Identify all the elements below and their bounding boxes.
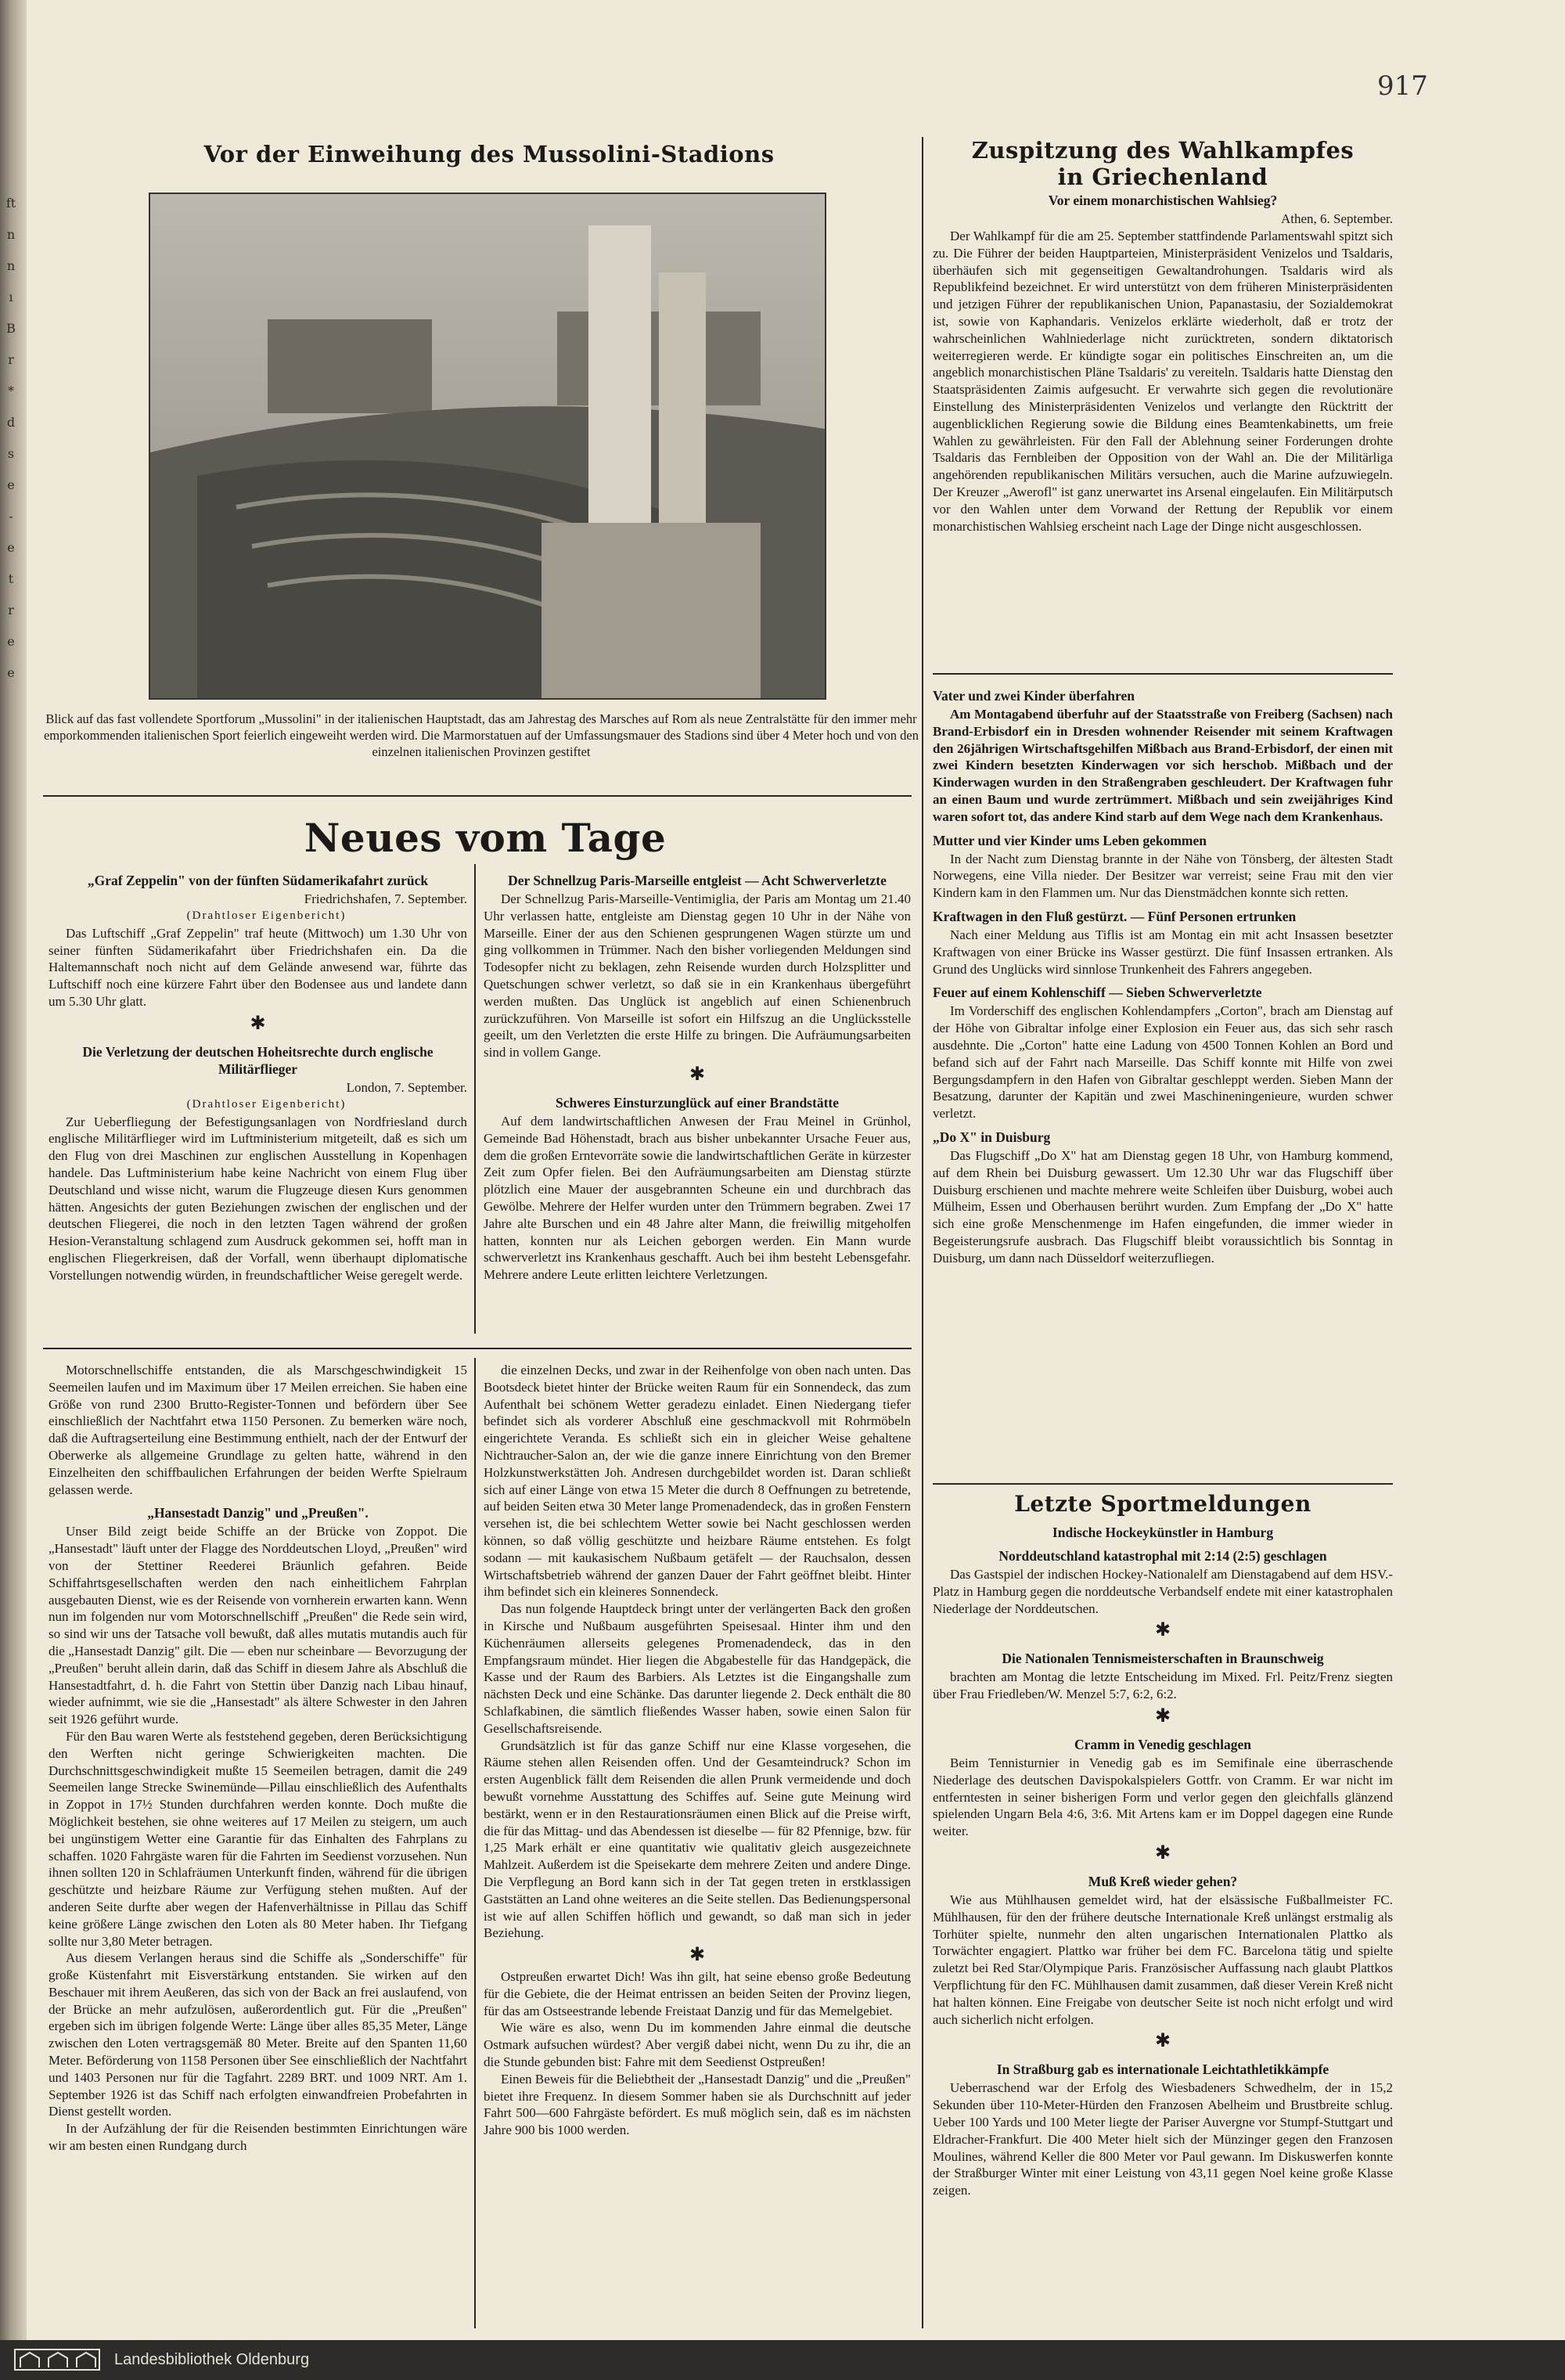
separator-star: ✱: [689, 1064, 706, 1085]
sport-item-body: Wie aus Mühlhausen gemeldet wird, hat der elsässische Fußballmeister FC. Mühlhausen, für den der frühere deutsche Internationale Kreß unlängst erstmalig als Torhüter spielte, nunmehr den alten ungarischen Internationalen Plattko als Torwächter engagiert. Plattko war früher bei dem FC. Barcelona tätig und spielte zuletzt bei Red Star/Olympique Paris. Französischer Auffassung nach glaubt Plattkos Verpflichtung für den FC. Mühlhausen damit zusammen, daß dieser Verein Kreß nicht hat halten können. Eine Freigabe von deutscher Seite ist noch nicht erfolgt und wird auch sicherlich nicht erfolgen.: [933, 1892, 1393, 2027]
stadium-photo: [149, 193, 826, 700]
divider: [922, 137, 923, 2328]
sport-item-title: Muß Kreß wieder gehen?: [1088, 1873, 1238, 1889]
sport-item-body: Beim Tennisturnier in Venedig gab es im Semifinale eine überraschende Niederlage des deutschen Davispokalspielers Gottfr. von Cramm. Er war nicht im entferntesten in seiner bisherigen Form und verlor gegen den gleichfalls glänzend spielenden Ungarn Bela 4:6, 3:6. Mit Artens kam er im Doppel dagegen eine Runde weiter.: [933, 1755, 1393, 1839]
brandstaette-body: Auf dem landwirtschaftlichen Anwesen der Frau Meinel in Grünhol, Gemeinde Bad Höhenstadt, brach aus bisher unbekannter Ursache Feuer aus, dem die großen Erntevorräte sowie die landwirtschaftlichen Geräte in kürzester Zeit zum Opfer fielen. Bei den Aufräumungsarbeiten am Dienstag stürzte plötzlich eine Mauer der ausgebrannten Scheune ein und durchbrach das Gewölbe. Mehrere der Helfer wurden unter den Trümmern begraben. Zwei 17 Jahre alte Burschen und ein 48 Jahre alter Mann, die freiwillig mitgeholfen hatten, konnten nur als Leichen geborgen werden. Ein Mann wurde schwerverletzt ins Krankenhaus geschafft. Auch bei ihm besteht Lebensgefahr. Mehrere andere Leute erlitten leichtere Verletzungen.: [484, 1113, 911, 1283]
zeppelin-byline: (Drahtloser Eigenbericht): [186, 909, 347, 922]
neues-headline: Neues vom Tage: [304, 815, 667, 861]
binding-letter: B: [6, 321, 16, 336]
ships-paragraph: Motorschnellschiffe entstanden, die als Marschgeschwindigkeit 15 Seemeilen laufen und im Maximum über 17 Meilen erreichen. Sie haben eine Größe von rund 2300 Brutto-Register-Tonnen und befördern über See einschließlich der Nachtfahrt etwa 1150 Personen. Zu bemerken wäre noch, daß die Auftragserteilung eine Bestimmung enthielt, nach der der Entwurf der Oberwerke als allgemeine Grundlage zu gelten hatte, während in den Einzelheiten den schiffbaulichen Erfahrungen der beiden Werfte Spielraum gelassen werde.: [49, 1363, 467, 1497]
binding-letter: s: [7, 446, 15, 461]
hoheitsrechte-title: Die Verletzung der deutschen Hoheitsrechte durch englische Militärflieger: [82, 1043, 434, 1077]
separator-star: ✱: [1154, 1705, 1171, 1726]
ships-paragraph: die einzelnen Decks, und zwar in der Reihenfolge von oben nach unten. Das Bootsdeck bietet hinter der Brücke weiten Raum für ein Sonnendeck, das zum Aufenthalt bei schönem Wetter geradezu einladet. Einen Niedergang tiefer befindet sich als vorderer Abschluß eine geschmackvoll mit Rohrmöbeln eingerichtete Veranda. Es schließt sich ein in gleicher Weise gehaltene Nichtraucher-Salon an, der wie die ganze innere Einrichtung von den Bremer Holzkunstwerkstätten Joh. Andresen durchgebildet worden ist. Daran schließt sich auf einer Länge von etwa 15 Meter die durch 8 Oeffnungen zu betretende, auf beiden Seiten etwa 30 Meter lange Promenadendeck, das in großen Fenstern versehen ist, die bei schlechtem Wetter sowie bei Nacht geschlossen werden können, so daß völlig geschützte und heizbare Räume entstehen. Es folgt sodann — mit kaukasischem Nußbaum getäfelt — der Rauchsalon, dessen Wirtschaftsbetrieb während der ganzen Dauer der Fahrt geöffnet bleibt. Hinter ihm befindet sich ein kleineres Sonnendeck.: [484, 1363, 911, 1600]
ships-column-1: [49, 1362, 467, 2155]
binding-letter: -: [9, 509, 13, 524]
binding-letter: n: [6, 258, 16, 273]
separator-star: ✱: [689, 1945, 706, 1966]
binding-letter: e: [7, 634, 15, 649]
greece-article: [933, 137, 1393, 535]
zeppelin-dateline: Friedrichshafen, 7. September.: [304, 891, 467, 906]
news-title: Kraftwagen in den Fluß gestürzt. — Fünf Personen ertrunken: [933, 908, 1297, 924]
zeppelin-title: „Graf Zeppelin" von der fünften Südamerikafahrt zurück: [87, 873, 429, 888]
news-title: „Do X" in Duisburg: [933, 1129, 1051, 1145]
schnellzug-body: Der Schnellzug Paris-Marseille-Ventimiglia, der Paris am Montag um 21.40 Uhr verlassen hatte, entgleiste am Dienstag gegen 10 Uhr in der Nähe von Marseille. Einer der aus den Schienen gesprungenen Wagen stürzte um und ging vollkommen in Trümmer. Nach den bisher vorliegenden Meldungen sind Todesopfer nicht zu beklagen, zehn Reisende wurden durch Holzsplitter und Quetschungen schwer verletzt, so daß sie in ein Krankenhaus übergeführt werden mußten. Das Unglück ist angeblich auf einen Schienenbruch zurückzuführen. Von Marseille ist sofort ein Hilfszug an die Unglücksstelle geeilt, um den Verletzten die erste Hilfe zu bringen. Die Aufräumungsarbeiten sind in vollem Gange.: [484, 891, 911, 1060]
zeppelin-body: Das Luftschiff „Graf Zeppelin" traf heute (Mittwoch) um 1.30 Uhr von seiner fünften Südamerikafahrt über Friedrichshafen ein. Da die Haltemannschaft noch nicht auf dem Gelände anwesend war, führte das Luftschiff noch eine kürzere Fahrt über den Bodensee aus und landete dann um 5.30 Uhr glatt.: [49, 925, 467, 1009]
greece-dateline: Athen, 6. September.: [1280, 211, 1393, 226]
library-footer: [0, 2340, 1565, 2380]
divider: [474, 1358, 476, 2328]
news-body: Nach einer Meldung aus Tiflis ist am Montag ein mit acht Insassen besetzter Kraftwagen von einer Brücke ins Wasser gestürzt. Die fünf Insassen ertranken. Als Grund des Unglücks wird sinnlose Trunkenheit des Fahrers angegeben.: [933, 927, 1393, 977]
news-body: Das Flugschiff „Do X" hat am Dienstag gegen 18 Uhr, von Hamburg kommend, auf dem Rhein bei Duisburg gewassert. Um 12.30 Uhr war das Flugschiff über Duisburg erschienen und machte mehrere weite Schleifen über Duisburg, wobei auch Mülheim, Essen und Oberhausen berührt wurden. Zum Empfang der „Do X" hatte sich eine große Menschenmenge im Hafen eingefunden, die immer wieder in Begeisterungsrufe ausbrach. Das Flugschiff bleibt voraussichtlich bis Sonntag in Duisburg, um dann nach Düsseldorf weiterzufliegen.: [933, 1147, 1393, 1266]
greece-headline-1: Zuspitzung des Wahlkampfes: [971, 137, 1355, 164]
binding-letter: ı: [9, 290, 13, 304]
ships-paragraph: Wie wäre es also, wenn Du im kommenden Jahre einmal die deutsche Ostmark aufsuchen würdest? Aber vergiß dabei nicht, wenn Du zu ihr, die an die Stunde gebunden bist: Fahre mit dem Seedienst Ostpreußen!: [484, 2020, 911, 2070]
sport-items: [933, 1524, 1393, 2199]
separator-star: ✱: [250, 1013, 266, 1034]
sport-item-body: Das Gastspiel der indischen Hockey-Nationalelf am Dienstagabend auf dem HSV.-Platz in Hamburg gegen die norddeutsche Verbandself endete mit einer katastrophalen Niederlage der Norddeutschen.: [933, 1567, 1393, 1616]
sport-item-title: Cramm in Venedig geschlagen: [1074, 1736, 1252, 1752]
ships-column-2: [484, 1362, 911, 2139]
hoheitsrechte-byline: (Drahtloser Eigenbericht): [186, 1097, 347, 1111]
neues-left-column: [49, 866, 467, 1284]
ships-paragraph: Grundsätzlich ist für das ganze Schiff nur eine Klasse vorgesehen, die Räume stehen allen Reisenden offen. Und der Gesamteindruck? Schon im ersten Augenblick fällt dem Reisenden die allen Prunk vermeidende und doch bewußt vornehme Ausstattung des Schiffes auf. Seine gute Meinung wird bestärkt, wenn er in den Restaurationsräumen einen Blick auf die Preise wirft, die für das Mittag- und das Abendessen ist dieselbe — für 82 Pfennige, bzw. für 1,25 Mark erhält er eine quantitativ wie qualitativ gleich ausgezeichnete Mahlzeit. Außerdem ist die Speisekarte dem mehrere Zeiten und andere Dinge. Die Verpflegung an Bord kann sich in der Tat gegen treten in erstklassigen Gaststätten an Land ohne weiteres an die Seite stellen. Das Bedienungspersonal ist wie auf allen Schiffen höflich und gewandt, so daß man sich in jeder Beziehung.: [484, 1737, 911, 1941]
separator-star: ✱: [1154, 1842, 1171, 1863]
binding-letter: e: [7, 477, 15, 492]
news-title: Vater und zwei Kinder überfahren: [933, 688, 1135, 704]
ships-subheading: „Hansestadt Danzig" und „Preußen".: [147, 1505, 369, 1521]
sport-section: [933, 1491, 1393, 2199]
library-logo-icon: [14, 2349, 100, 2371]
news-body: Im Vorderschiff des englischen Kohlendampfers „Corton", brach am Dienstag auf der Höhe von Gibraltar infolge einer Explosion ein Feuer aus, das sich sehr rasch ausdehnte. Die „Corton" hatte eine Ladung von 4500 Tonnen Kohlen an Bord und befand sich auf der Fahrt nach Marseille. Das Schiff konnte mit Hilfe von zwei Bergungsdampfern in den Hafen von Gibraltar geschleppt werden. Sieben Mann der Besatzung, darunter der Kapitän und zwei Maschineningenieure, wurden schwer verletzt.: [933, 1003, 1393, 1122]
separator-star: ✱: [1154, 1620, 1171, 1641]
neues-right-column: [484, 866, 911, 1284]
hoheitsrechte-dateline: London, 7. September.: [346, 1079, 467, 1095]
binding-letter: r: [8, 603, 14, 618]
stadium-headline: Vor der Einweihung des Mussolini-Stadions: [203, 141, 775, 167]
news-title: Mutter und vier Kinder ums Leben gekommen: [933, 832, 1207, 848]
library-name: Landesbibliothek Oldenburg: [114, 2351, 310, 2368]
news-body: In der Nacht zum Dienstag brannte in der Nähe von Tönsberg, der ältesten Stadt Norwegens, eine Villa nieder. Der Besitzer war verreist; seine Frau mit den vier Kindern kam in den Flammen um. Nur das Dienstmädchen konnte sich retten.: [933, 851, 1393, 901]
binding-letter: t: [8, 571, 14, 586]
greece-body: Der Wahlkampf für die am 25. September stattfindende Parlamentswahl spitzt sich zu. Die Führer der beiden Hauptparteien, Ministerpräsident Venizelos und Tsaldaris, überhäufen sich mit gegenseitigen Gewaltandrohungen. Tsaldaris wird als Republikfeind bezeichnet. Er wird unterstützt von dem früheren Ministerpräsidenten und jetzigen Führer der republikanischen Union, Papanastasiu, der Sozialdemokrat ist, sowie von Kaphandaris. Venizelos erklärte wiederholt, daß er trotz der wahrscheinlichen Wahlniederlage nicht zurücktreten, sondern diktatorisch weiterregieren werde. Er kündigte sogar ein politisches Einschreiten an, um die angeblich monarchistischen Pläne Tsaldaris' zu vereiteln. Tsaldaris hatte Dienstag den Staatspräsidenten Zaimis aufgesucht. Er verwahrte sich gegen die revolutionäre Einstellung des Ministerpräsidenten Venizelos und verlangte den Rücktritt der augenblicklichen Regierung sowie die Bildung eines Beamtenkabinetts, um freie Wahlen zu gewährleisten. Für den Fall der Ablehnung seiner Forderungen drohte Tsaldaris das Fernbleiben der Opposition von der Wahl an. Die der Militärliga angehörenden republikanischen Militärs versuchen, auch die Marine aufzuwiegeln. Der Kreuzer „Awerofl" ist ganz unerwartet ins Arsenal eingelaufen. Ein Militärputsch vor den Wahlen unter dem Vorwand der Rettung der Republik vor einem monarchistischen Wahlsieg erscheint nach Lage der Dinge nicht ausgeschlossen.: [933, 229, 1393, 534]
divider: [474, 864, 476, 1334]
sport-item-body: brachten am Montag die letzte Entscheidung im Mixed. Frl. Peitz/Frenz siegten über Frau Friedleben/W. Menzel 5:7, 6:2, 6:2.: [933, 1669, 1393, 1702]
news-body: Am Montagabend überfuhr auf der Staatsstraße von Freiberg (Sachsen) nach Brand-Erbisdorf ein in Dresden wohnender Reisender mit seinem Kraftwagen den 26jährigen Wirtschaftsgehilfen Mißbach aus Brand-Erbisdorf, der einen mit zwei Kindern besetzten Kinderwagen vor sich herschob. Mißbach und der Kinderwagen wurden in den Straßengraben geschleudert. Der Kraftwagen fuhr an einen Baum und wurde zertrümmert. Mißbach und sein zweijähriges Kind waren sofort tot, das andere Kind starb auf dem Wege nach dem Krankenhaus.: [933, 707, 1393, 824]
ships-paragraph: Für den Bau waren Werte als feststehend gegeben, deren Berücksichtigung den Werften nicht geringe Schwierigkeiten machten. Die Durchschnittsgeschwindigkeit mußte 15 Seemeilen betragen, damit die 249 Seemeilen lange Strecke Swinemünde—Pillau einschließlich des Aufenthalts in Zoppot in 17½ Stunden durchfahren werden konnte. Doch mußte die Möglichkeit bestehen, sie ohne weiteres auf 17 Meilen zu steigern, um auch bei ungünstigem Wetter eine Garantie für das Einhalten des Fahrplans zu schaffen. 1020 Fahrgäste waren für die Fahrten im Seedienst vorzusehen. Nun ihnen sollten 120 in Schlafräumen Unterkunft finden, während für die übrigen geschützte und heizbare Räume zur Verfügung stehen mußten. Auf der anderen Seite durfte aber wegen der Hafenverhältnisse in Pillau das Schiff keine größere Länge zwischen den Loten als 80 Meter haben. Ihr Tiefgang sollte nur 3,80 Meter betragen.: [49, 1728, 467, 1949]
binding-letter: *: [8, 383, 14, 398]
sport-item-title: Indische Hockeykünstler in Hamburg: [1052, 1525, 1274, 1540]
separator-star: ✱: [1154, 2031, 1171, 2052]
ships-paragraph: Einen Beweis für die Beliebtheit der „Hansestadt Danzig" und die „Preußen" bietet ihre Frequenz. In diesem Sommer haben sie als Durchschnitt auf jeder Fahrt 500—600 Fahrgäste befördert. Es muß möglich sein, daß es im nächsten Jahre 900 bis 1000 werden.: [484, 2071, 911, 2138]
sport-item-title: In Straßburg gab es internationale Leichtathletikkämpfe: [996, 2061, 1329, 2078]
greece-headline-2: in Griechenland: [1057, 164, 1268, 190]
sport-item-body: Ueberraschend war der Erfolg des Wiesbadeners Schwedhelm, der in 15,2 Sekunden über 110-Meter-Hürden den Franzosen Abelheim und Brustbreite schlug. Ueber 100 Yards und 100 Meter liegte der Pariser Auvergne vor Stumpf-Stuttgart und Eldracher-Frankfurt. Die 400 Meter hielt sich der Münzinger gegen den Franzosen Moulines, während Keller die 800 Meter vor Paul gewann. Im Diskuswerfen konnte der Straßburger Winter mit einer Leistung von 43,11 gegen Noel keine große Klasse zeigen.: [933, 2080, 1393, 2198]
binding-letter: e: [7, 665, 15, 680]
divider: [43, 1348, 912, 1349]
ships-paragraph: Ostpreußen erwartet Dich! Was ihn gilt, hat seine ebenso große Bedeutung für die Gebiete, die der Heimat entrissen an beiden Seiten der Provinz liegen, für das am Ostseestrande lebende Freistaat Danzig und für das Memelgebiet.: [484, 1969, 911, 2018]
stadium-caption: Blick auf das fast vollendete Sportforum „Mussolini" in der italienischen Hauptstadt, das am Jahrestag des Marsches auf Rom als neue Zentralstätte für den immer mehr emporkommenden italienischen Sport feierlich eingeweiht werden wird. Die Marmorstatuen auf der Umfassungsmauer des Stadions sind über 4 Meter hoch und von den einzelnen italienischen Provinzen gestiftet: [43, 711, 919, 759]
hoheitsrechte-body: Zur Ueberfliegung der Befestigungsanlagen von Nordfriesland durch englische Militärflieger wird im Luftministerium mitgeteilt, daß es sich um den Flug von drei Maschinen zur englischen Ausstellung in Kopenhagen handele. Das Luftministerium habe keine Nachricht von einem Flug über Deutschland und wisse nicht, warum die Flugzeuge diesen Kurs genommen hätten. Angesichts der guten Beziehungen zwischen der englischen und der deutschen Fliegerei, die noch in den letzten Tagen während der großen Hesion-Veranstaltung schlagend zum Ausdruck gekommen sei, hofft man in englischen Fliegerkreisen, daß der Vorfall, wenn überhaupt diplomatische Vorstellungen notwendig würden, in freundschaftlicher Weise geregelt werde.: [49, 1114, 467, 1283]
binding-text: [5, 188, 17, 689]
ships-paragraph: Das nun folgende Hauptdeck bringt unter der verlängerten Back den großen in Kirsche und Nußbaum ausgeführten Speisesaal. Hinter ihm und den Küchenräumen allerseits gelegenes Promenadendeck, das in den Empfangsraum mündet. Hier liegen die Abgabestelle für das Handgepäck, die Kasse und der Raum des Barbiers. Als Letztes ist die Eingangshalle zum nächsten Deck und eine Schänke. Das darunter liegende 2. Deck enthält die 80 Schlafkabinen, die sämtlich fließendes Wasser haben, sowie einen Salon für Gesellschaftsreisende.: [484, 1601, 911, 1736]
brandstaette-title: Schweres Einsturzunglück auf einer Brandstätte: [555, 1094, 839, 1111]
binding-letter: d: [6, 415, 16, 430]
greece-subhead: Vor einem monarchistischen Wahlsieg?: [1048, 193, 1278, 208]
sport-headline: Letzte Sportmeldungen: [1014, 1491, 1311, 1517]
binding-letter: n: [6, 227, 16, 242]
binding-letter: ft: [5, 196, 16, 211]
sport-item-subtitle: Norddeutschland katastrophal mit 2:14 (2:5) geschlagen: [998, 1548, 1327, 1564]
divider: [43, 795, 912, 797]
schnellzug-title: Der Schnellzug Paris-Marseille entgleist — Acht Schwerverletzte: [508, 873, 887, 888]
ships-paragraph: In der Aufzählung der für die Reisenden bestimmten Einrichtungen wäre wir am besten einen Rundgang durch: [49, 2121, 467, 2154]
divider: [933, 673, 1393, 675]
news-title: Feuer auf einem Kohlenschiff — Sieben Schwerverletzte: [933, 985, 1262, 1001]
binding-letter: r: [8, 352, 14, 367]
book-binding: [0, 0, 27, 2340]
divider: [933, 1483, 1393, 1485]
ships-paragraph: Aus diesem Verlangen heraus sind die Schiffe als „Sonderschiffe" für große Küstenfahrt mit Eisverstärkung entstanden. Sie wirken auf den Beschauer mit ihrem Aeußeren, das sich von der Back an frei auslaufend, von der Brücke an mehr aufzulösen, außerordentlich gut. Für die „Preußen" ergeben sich im übrigen folgende Werte: Länge über alles 85,35 Meter, Länge zwischen den Loten vertragsgemäß 80 Meter. Breite auf den Spanten 11,60 Meter. Beförderung von 1158 Personen über See einschließlich der Nachtfahrt und 1403 Personen nur für die Tagfahrt. 2289 BRT. und 1009 NRT. Am 1. September 1926 ist das Schiff nach erfolgten einwandfreien Probefahrten in Dienst gestellt worden.: [49, 1950, 467, 2119]
stadium-photo-image: [150, 194, 825, 698]
page-number: 917: [1377, 70, 1428, 102]
binding-letter: e: [7, 540, 15, 555]
right-news-column: [933, 681, 1393, 1267]
sport-item-title: Die Nationalen Tennismeisterschaften in Braunschweig: [1002, 1651, 1324, 1667]
ships-paragraph: Unser Bild zeigt beide Schiffe an der Brücke von Zoppot. Die „Hansestadt" läuft unter der Flagge des Norddeutschen Lloyd, „Preußen" wird von der Stettiner Reederei Bräunlich gefahren. Beide Schiffahrtsgesellschaften werden den nach einheitlichem Fahrplan ausgebauten Dienst, wie es der Reisende von vornherein erwarten kann. Wenn nun im folgenden nur vom Motorschnellschiff „Preußen" die Rede sein wird, so sind wir uns der Tatsache voll bewußt, daß alles mutatis mutandis auch für die „Hansestadt Danzig" gilt. Die — eben nur scheinbare — Bevorzugung der „Preußen" beruht allein darin, daß das Schiff in diesem Jahre als Abschluß die Hansestadtfahrt, d. h. die Fahrt von Stettin über Danzig nach Libau hinauf, wieder aufnimmt, wie sie die „Hansestadt" als ältere Schwester in den Jahren seit 1926 geführt wurde.: [49, 1524, 467, 1727]
